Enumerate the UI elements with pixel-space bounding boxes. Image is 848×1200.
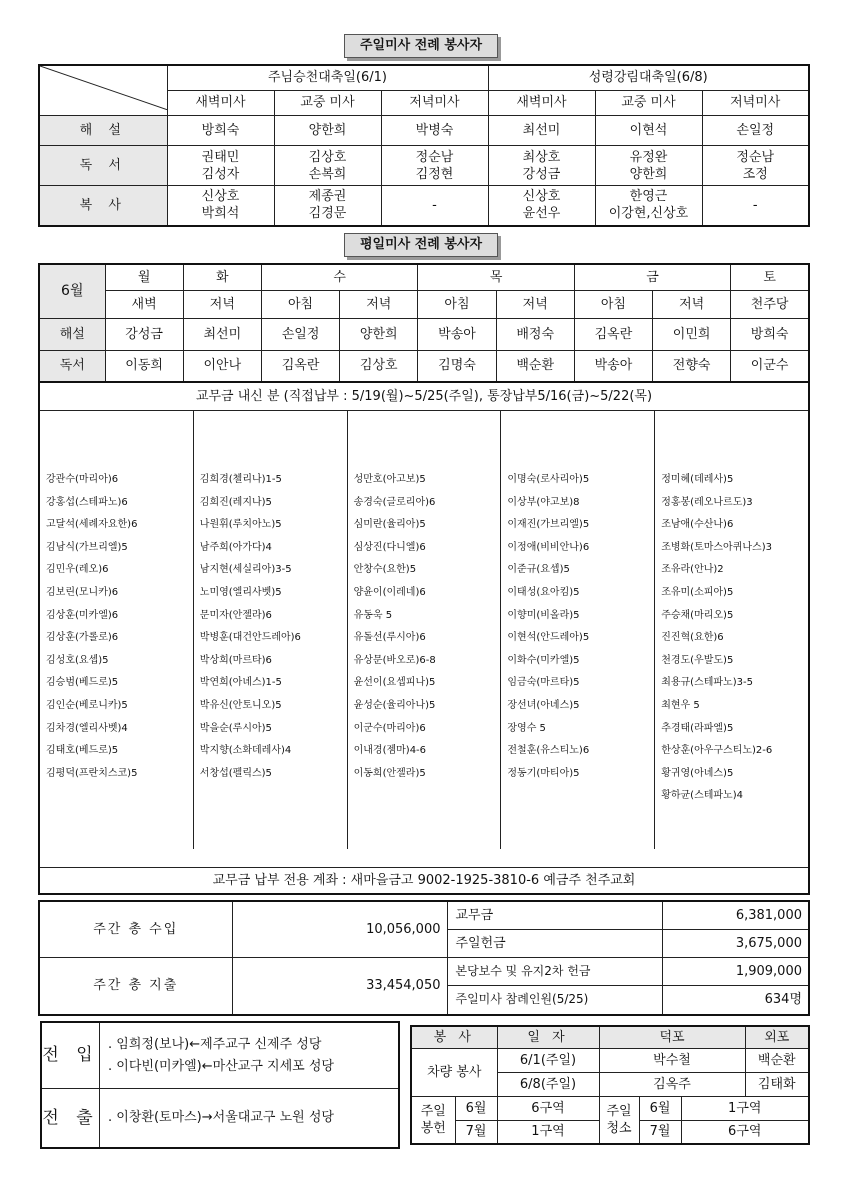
cell: 신상호 윤선우 [488, 186, 595, 226]
transfer-out-row [42, 1089, 398, 1147]
diagonal-cell [39, 65, 167, 116]
cell: 제종권 김경문 [274, 186, 381, 226]
month-cell: 6월 [39, 264, 105, 318]
gyomu-name: 남주희(아가다)4 [199, 541, 272, 553]
cell: 김옥란 [261, 350, 339, 382]
gyomu-name: 강관수(마리아)6 [46, 474, 119, 485]
cell: 양한희 [274, 116, 381, 146]
gyomu-column [348, 411, 502, 849]
bonghyun-month: 6월 [455, 1096, 497, 1120]
gyomu-name: 김상훈(가롤로)6 [46, 632, 119, 644]
day-header: 수 [261, 264, 417, 290]
row-label: 해 설 [39, 116, 167, 146]
gyomu-name: 김평덕(프란치스코)5 [46, 767, 138, 779]
gyomu-name: 장선녀(아녜스)5 [507, 699, 580, 711]
gyomu-name: 조남애(수산나)6 [661, 519, 734, 531]
cell: 방희숙 [167, 116, 274, 146]
gyomu-name: 이태성(요아킴)5 [507, 586, 580, 598]
gyomu-name: 김희진(레지나)5 [199, 496, 272, 508]
gyomu-name: 강홍섭(스테파노)6 [46, 496, 128, 508]
gyomu-name: 이향미(비올라)5 [507, 609, 580, 621]
mass-header: 저녁미사 [702, 90, 809, 115]
gyomu-name: 박을순(루시아)5 [199, 722, 272, 734]
gyomu-name: 심상진(다니엘)6 [353, 541, 426, 553]
transfer-out-item: . 이창환(토마스)→서울대교구 노원 성당 [108, 1110, 334, 1125]
finance-item-label: 주일헌금 [447, 929, 662, 957]
expense-value: 33,454,050 [232, 957, 447, 1015]
gyomu-name: 심미란(율리아)5 [353, 519, 426, 531]
gyomu-name: 김태호(베드로)5 [46, 745, 119, 757]
cell: 이민희 [653, 318, 731, 350]
gyomu-name: 고달석(세례자요한)6 [46, 519, 138, 531]
cell: 박송아 [574, 350, 652, 382]
gyomu-name: 윤선이(요셉피나)5 [353, 677, 436, 689]
time-header: 저녁 [340, 290, 418, 318]
gyomu-name: 김차경(엘리사벳)4 [46, 722, 128, 734]
gyomu-name: 이준규(요셉)5 [507, 564, 570, 576]
gyomu-name: 정미혜(데레사)5 [661, 474, 734, 485]
income-value: 10,056,000 [232, 901, 447, 957]
vehicle-date: 6/1(주일) [497, 1048, 599, 1072]
gyomu-name: 임금숙(마르타)5 [507, 677, 580, 689]
gyomu-name: 천경도(우발도)5 [661, 654, 734, 666]
weekday-title: 평일미사 전례 봉사자 [344, 233, 498, 257]
gyomu-name: 성만호(아고보)5 [353, 474, 426, 485]
gyomu-name: 유동욱 5 [353, 609, 393, 621]
weekday-table [38, 263, 810, 383]
cell: - [381, 186, 488, 226]
mass-header: 저녁미사 [381, 90, 488, 115]
gyomu-name: 정홍봉(레오나르도)3 [661, 496, 753, 508]
finance-item-value: 3,675,000 [662, 929, 809, 957]
expense-label: 주간 총 지출 [39, 957, 232, 1015]
gyomu-header: 교무금 내신 분 (직접납부 : 5/19(월)~5/25(주일), 통장납부5/16(금)~5/22(목) [40, 383, 808, 411]
gyomu-name: 정동기(마티아)5 [507, 767, 580, 779]
cell: 이동희 [105, 350, 183, 382]
gyomu-name: 박상희(마르타)6 [199, 654, 272, 666]
feast-2: 성령강림대축일(6/8) [488, 65, 809, 90]
cell: 백순환 [496, 350, 574, 382]
gyomu-column [194, 411, 348, 849]
row-label: 해설 [39, 318, 105, 350]
gyomu-name: 박연희(아녜스)1-5 [199, 677, 282, 689]
mass-header: 교중 미사 [595, 90, 702, 115]
cell: 유정완 양한희 [595, 146, 702, 186]
cell: 한영근 이강현,신상호 [595, 186, 702, 226]
cell: 강성금 [105, 318, 183, 350]
gyomu-name: 나원휘(루치아노)5 [199, 519, 282, 531]
row-label: 독 서 [39, 146, 167, 186]
cell: 이안나 [183, 350, 261, 382]
cleaning-month: 7월 [639, 1120, 681, 1144]
bonghyun-label: 주일 봉헌 [411, 1096, 455, 1144]
time-header: 저녁 [653, 290, 731, 318]
gyomu-name: 유돌선(루시아)6 [353, 632, 426, 644]
cell: 박병숙 [381, 116, 488, 146]
gyomu-name: 김희경(첼리나)1-5 [199, 474, 282, 485]
cell: 방희숙 [731, 318, 809, 350]
gyomu-name: 장영수 5 [507, 722, 546, 734]
gyomu-name: 양윤이(이레네)6 [353, 586, 426, 598]
gyomu-column [40, 411, 194, 849]
transfer-in-label: 전 입 [42, 1023, 100, 1088]
row-label: 복 사 [39, 186, 167, 226]
gyomu-name: 이내경(젬마)4-6 [353, 745, 427, 757]
cell: 양한희 [340, 318, 418, 350]
cell: 신상호 박희석 [167, 186, 274, 226]
transfer-out-label: 전 출 [42, 1089, 100, 1147]
vehicle-label: 차량 봉사 [411, 1048, 497, 1096]
cell: 손일정 [702, 116, 809, 146]
bonghyun-area: 6구역 [497, 1096, 599, 1120]
cleaning-label: 주일 청소 [599, 1096, 639, 1144]
finance-item-value: 6,381,000 [662, 901, 809, 929]
gyomu-name: 윤성순(율리아나)5 [353, 699, 436, 711]
cell: - [702, 186, 809, 226]
gyomu-name: 이동희(안젤라)5 [353, 767, 426, 779]
cell: 김상호 손복희 [274, 146, 381, 186]
sunday-title: 주일미사 전례 봉사자 [344, 34, 498, 58]
diagonal-line [40, 66, 168, 110]
gyomu-section [38, 381, 810, 895]
gyomu-name: 김상훈(미카엘)6 [46, 609, 119, 621]
transfer-in-row [42, 1023, 398, 1089]
cell: 박송아 [418, 318, 496, 350]
gyomu-name: 송경숙(글로리아)6 [353, 496, 436, 508]
cell: 배정숙 [496, 318, 574, 350]
cleaning-area: 6구역 [681, 1120, 809, 1144]
gyomu-name: 진진혁(요한)6 [661, 632, 724, 644]
gyomu-name: 황하균(스테파노)4 [661, 790, 743, 802]
service-header: 덕포 [599, 1026, 745, 1048]
gyomu-name: 문미자(안젤라)6 [199, 609, 272, 621]
cell: 최선미 [183, 318, 261, 350]
day-header: 월 [105, 264, 183, 290]
vehicle-deokpo: 김옥주 [599, 1072, 745, 1096]
gyomu-name: 이명숙(로사리아)5 [507, 474, 590, 485]
cell: 김명숙 [418, 350, 496, 382]
vehicle-oepo: 김태화 [745, 1072, 809, 1096]
time-header: 아침 [418, 290, 496, 318]
gyomu-name: 남지현(세실리아)3-5 [199, 564, 292, 576]
gyomu-column [655, 411, 808, 849]
gyomu-name: 박지향(소화데레사)4 [199, 745, 292, 757]
finance-item-label: 주일미사 참례인원(5/25) [447, 985, 662, 1015]
time-header: 천주당 [731, 290, 809, 318]
gyomu-account: 교무금 납부 전용 계좌 : 새마을금고 9002-1925-3810-6 예금주 천주교회 [40, 867, 808, 893]
gyomu-name: 전철훈(유스티노)6 [507, 745, 590, 757]
cleaning-area: 1구역 [681, 1096, 809, 1120]
finance-item-label: 교무금 [447, 901, 662, 929]
gyomu-name: 김남식(가브리엘)5 [46, 541, 128, 553]
cleaning-month: 6월 [639, 1096, 681, 1120]
gyomu-name: 김민우(레오)6 [46, 564, 109, 576]
gyomu-name: 이상부(야고보)8 [507, 496, 580, 508]
gyomu-name: 조유미(소피아)5 [661, 586, 734, 598]
transfer-in-list [100, 1023, 334, 1088]
gyomu-name: 안창수(요한)5 [353, 564, 417, 576]
vehicle-oepo: 백순환 [745, 1048, 809, 1072]
mass-header: 교중 미사 [274, 90, 381, 115]
gyomu-name: 김성호(요셉)5 [46, 654, 109, 666]
gyomu-name: 추경태(라파엘)5 [661, 722, 734, 734]
time-header: 저녁 [496, 290, 574, 318]
gyomu-name: 서창섭(펠릭스)5 [199, 767, 272, 779]
bonghyun-area: 1구역 [497, 1120, 599, 1144]
cell: 정순남 조정 [702, 146, 809, 186]
finance-table [38, 900, 810, 1016]
time-header: 새벽 [105, 290, 183, 318]
row-label: 독서 [39, 350, 105, 382]
gyomu-name: 최용규(스테파노)3-5 [661, 677, 753, 689]
gyomu-name: 박병훈(대건안드레아)6 [199, 632, 301, 644]
cell: 정순남 김정현 [381, 146, 488, 186]
income-label: 주간 총 수입 [39, 901, 232, 957]
vehicle-date: 6/8(주일) [497, 1072, 599, 1096]
gyomu-name: 이화수(미카엘)5 [507, 654, 580, 666]
cell: 권태민 김성자 [167, 146, 274, 186]
day-header: 목 [418, 264, 574, 290]
gyomu-name: 이정애(비비안나)6 [507, 541, 590, 553]
mass-header: 새벽미사 [488, 90, 595, 115]
finance-item-value: 634명 [662, 985, 809, 1015]
gyomu-column [501, 411, 655, 849]
finance-item-value: 1,909,000 [662, 957, 809, 985]
vehicle-deokpo: 박수철 [599, 1048, 745, 1072]
gyomu-name: 노미영(엘리사벳)5 [199, 586, 282, 598]
cell: 전향숙 [653, 350, 731, 382]
finance-item-label: 본당보수 및 유지2차 헌금 [447, 957, 662, 985]
gyomu-name: 최현우 5 [661, 699, 700, 711]
gyomu-name: 조유라(안나)2 [661, 564, 724, 576]
cell: 김상호 [340, 350, 418, 382]
gyomu-name: 이현석(안드레아)5 [507, 632, 590, 644]
service-table [410, 1025, 810, 1145]
gyomu-columns [40, 411, 808, 849]
cell: 김옥란 [574, 318, 652, 350]
service-header: 외포 [745, 1026, 809, 1048]
service-header: 일 자 [497, 1026, 599, 1048]
gyomu-name: 주승채(마리오)5 [661, 609, 734, 621]
day-header: 토 [731, 264, 809, 290]
gyomu-name: 김보린(모니카)6 [46, 586, 119, 598]
gyomu-name: 김인순(베로니카)5 [46, 699, 128, 711]
gyomu-name: 이재진(가브리엘)5 [507, 519, 590, 531]
cell: 최선미 [488, 116, 595, 146]
gyomu-name: 김승범(베드로)5 [46, 677, 119, 689]
cell: 손일정 [261, 318, 339, 350]
time-header: 아침 [574, 290, 652, 318]
time-header: 아침 [261, 290, 339, 318]
transfer-section [40, 1021, 400, 1149]
service-header: 봉 사 [411, 1026, 497, 1048]
gyomu-name: 황귀영(아녜스)5 [661, 767, 734, 779]
transfer-in-item: . 임희정(보나)←제주교구 신제주 성당 [108, 1037, 322, 1052]
time-header: 저녁 [183, 290, 261, 318]
cell: 이현석 [595, 116, 702, 146]
day-header: 화 [183, 264, 261, 290]
cell: 이군수 [731, 350, 809, 382]
cell: 최상호 강성금 [488, 146, 595, 186]
gyomu-name: 이군수(마리아)6 [353, 722, 426, 734]
transfer-in-item: . 이다빈(미카엘)←마산교구 지세포 성당 [108, 1059, 334, 1074]
day-header: 금 [574, 264, 730, 290]
bonghyun-month: 7월 [455, 1120, 497, 1144]
gyomu-name: 조병화(토마스아퀴나스)3 [661, 541, 772, 553]
gyomu-name: 박유신(안토니오)5 [199, 699, 282, 711]
gyomu-name: 한상훈(아우구스티노)2-6 [661, 745, 773, 757]
sunday-table [38, 64, 810, 227]
mass-header: 새벽미사 [167, 90, 274, 115]
feast-1: 주님승천대축일(6/1) [167, 65, 488, 90]
gyomu-name: 유상문(바오로)6-8 [353, 654, 436, 666]
